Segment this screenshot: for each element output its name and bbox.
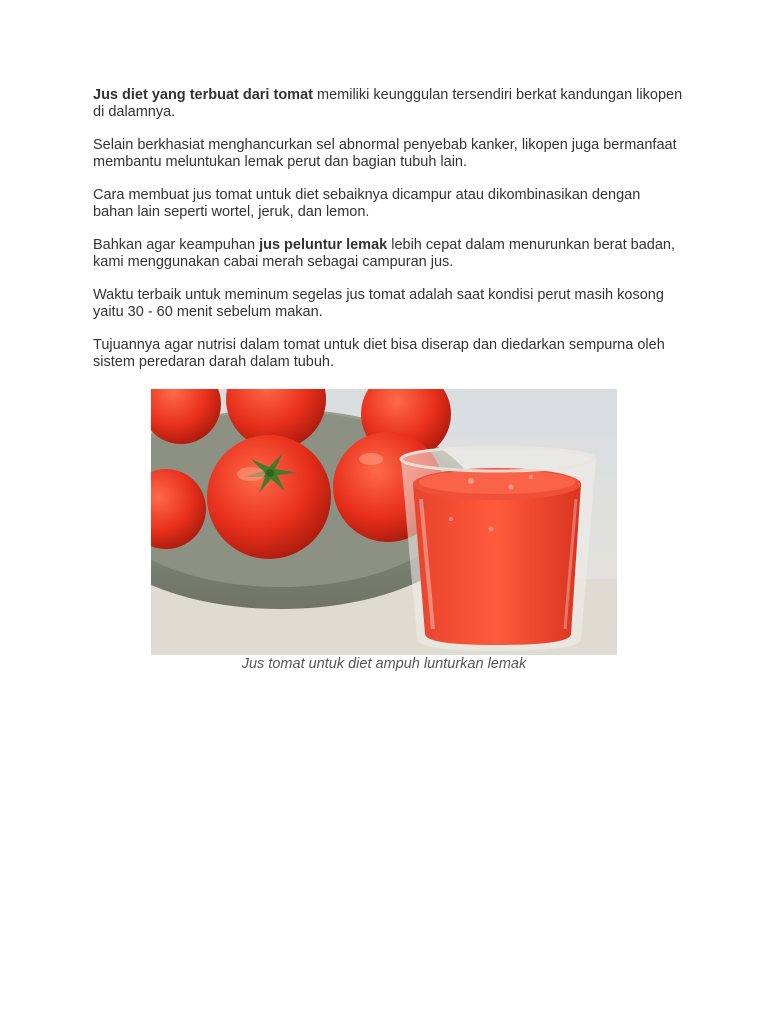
paragraph-2-text: Selain berkhasiat menghancurkan sel abnormal penyebab kanker, likopen juga bermanfaat membantu meluntukan lemak perut dan bagian tubuh lain. — [93, 137, 677, 170]
paragraph-4 — [93, 237, 683, 271]
paragraph-6-text: Tujuannya agar nutrisi dalam tomat untuk diet bisa diserap dan diedarkan sempurna oleh sistem peredaran darah dalam tubuh. — [93, 337, 665, 370]
article-body — [93, 87, 683, 387]
paragraph-1-text: memiliki keunggulan tersendiri berkat kandungan likopen di dalamnya. — [93, 87, 683, 120]
paragraph-2 — [93, 137, 683, 171]
paragraph-1-bold: Jus diet yang terbuat dari tomat — [93, 87, 313, 103]
paragraph-1 — [93, 87, 683, 121]
paragraph-6 — [93, 337, 683, 371]
figure-caption: Jus tomat untuk diet ampuh lunturkan lemak — [241, 656, 527, 672]
paragraph-5-text: Waktu terbaik untuk meminum segelas jus tomat adalah saat kondisi perut masih kosong yaitu 30 - 60 menit sebelum makan. — [93, 287, 664, 320]
tomato-juice-photo — [151, 389, 617, 655]
tomato-juice-illustration — [151, 389, 617, 655]
juice-glass — [401, 447, 596, 651]
paragraph-5 — [93, 287, 683, 321]
paragraph-4-text-start: Bahkan agar keampuhan — [93, 237, 260, 253]
paragraph-4-text-end: lebih cepat dalam menurunkan berat badan, kami menggunakan cabai merah sebagai campuran jus. — [93, 237, 675, 270]
paragraph-3 — [93, 187, 683, 221]
paragraph-3-text: Cara membuat jus tomat untuk diet sebaiknya dicampur atau dikombinasikan dengan bahan lain seperti wortel, jeruk, dan lemon. — [93, 187, 641, 220]
tomato-center — [207, 435, 331, 559]
paragraph-4-bold: jus peluntur lemak — [259, 237, 388, 253]
